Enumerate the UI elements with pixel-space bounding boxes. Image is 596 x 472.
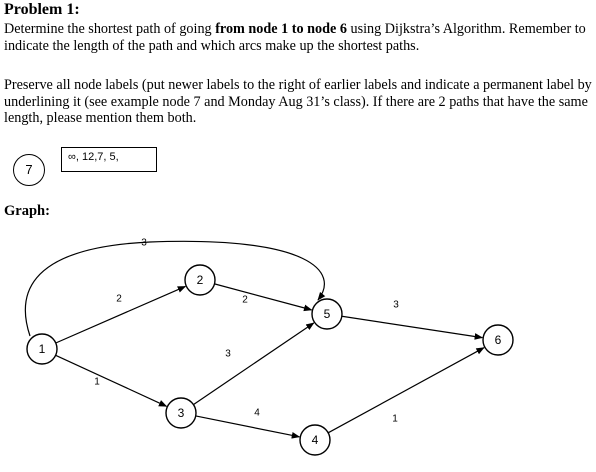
node-2 bbox=[185, 265, 215, 295]
graph-heading: Graph: bbox=[4, 203, 50, 219]
edge-weight-1-5: 3 bbox=[141, 237, 147, 249]
instructions-emphasis: from node 1 to node 6 bbox=[215, 21, 347, 37]
edges-layer bbox=[25, 238, 484, 437]
edge-weight-5-6: 3 bbox=[393, 299, 399, 311]
problem-title: Problem 1: bbox=[4, 1, 80, 18]
edge-5-6 bbox=[342, 316, 482, 337]
node-label-4: 4 bbox=[311, 433, 319, 447]
edge-weight-2-5: 2 bbox=[242, 294, 248, 306]
node-1 bbox=[27, 334, 57, 364]
node-6 bbox=[483, 325, 513, 355]
node-label-2: 2 bbox=[196, 273, 204, 287]
edge-3-5 bbox=[193, 323, 313, 405]
edge-weight-4-6: 1 bbox=[392, 413, 398, 425]
node-label-5: 5 bbox=[323, 307, 331, 321]
nodes-layer bbox=[27, 265, 513, 455]
edge-1-5 bbox=[25, 241, 324, 336]
edge-weight-3-5: 3 bbox=[225, 348, 231, 360]
edge-2-5 bbox=[214, 284, 311, 310]
node-5 bbox=[312, 299, 342, 329]
edge-weight-1-2: 2 bbox=[116, 293, 122, 305]
node-label-1: 1 bbox=[38, 342, 46, 356]
labeling-rules-paragraph: Preserve all node labels (put newer labels to the right of earlier labels and indicate a permanent label by underlining it (see example node 7 and Monday Aug 31’s class). If there are 2 paths that have the same length, please mention them both. bbox=[4, 77, 592, 127]
node-label-3: 3 bbox=[177, 406, 185, 420]
instructions-text-start: Determine the shortest path of going bbox=[4, 21, 216, 37]
example-label-box: ∞, 12,7, 5, bbox=[61, 147, 157, 172]
edge-weight-3-4: 4 bbox=[254, 407, 260, 419]
edge-weight-1-3: 1 bbox=[94, 376, 100, 388]
edge-4-6 bbox=[328, 348, 484, 433]
edge-1-3 bbox=[56, 355, 167, 406]
edge-3-4 bbox=[196, 416, 300, 437]
node-3 bbox=[166, 398, 196, 428]
instructions-text-end: using Dijkstra’s Algorithm. Remember to indicate the length of the path and which arcs make up the shortest paths. bbox=[4, 21, 586, 54]
node-label-6: 6 bbox=[494, 333, 502, 347]
node-4 bbox=[300, 425, 330, 455]
example-node: 7 bbox=[13, 154, 45, 186]
